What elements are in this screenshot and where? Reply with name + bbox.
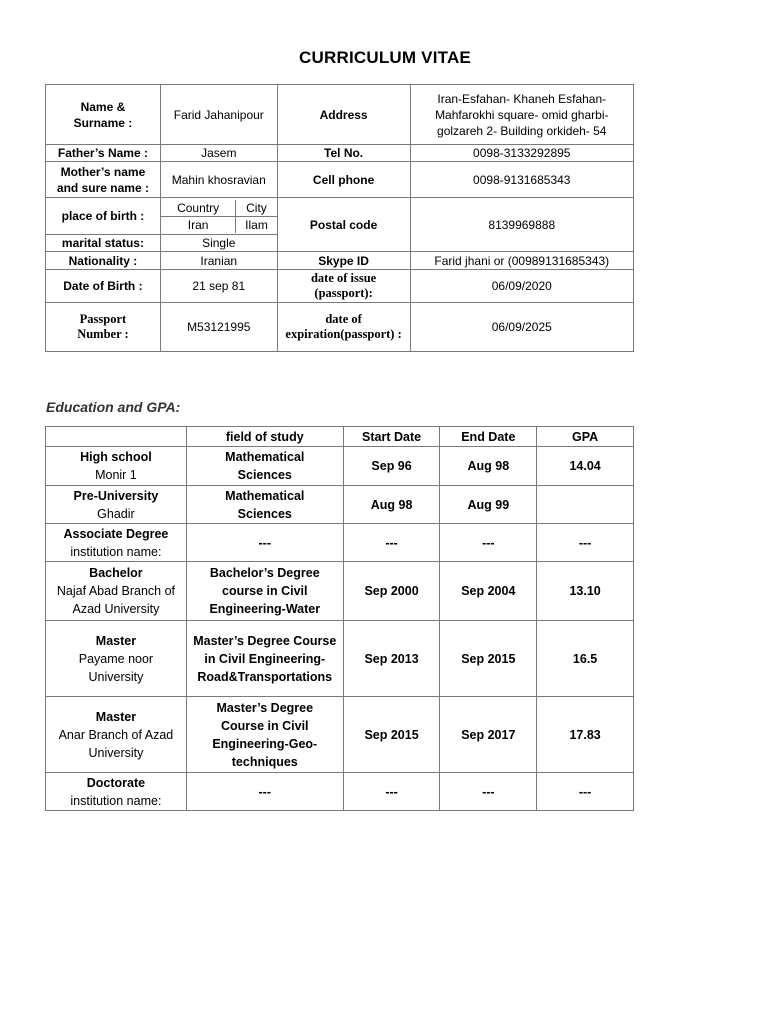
institution-name: Ghadir: [97, 506, 135, 521]
degree-name: Master: [95, 709, 137, 724]
degree-name: Bachelor: [89, 566, 143, 580]
field-cell: Bachelor’s Degree course in Civil Engineering-Water: [186, 562, 343, 621]
table-row: [46, 773, 634, 811]
start-cell: ---: [343, 524, 440, 562]
gpa-cell: ---: [537, 773, 634, 811]
marital-value: Single: [160, 235, 277, 252]
start-cell: Sep 2013: [343, 621, 440, 697]
city-label: City: [236, 200, 277, 217]
table-row: [46, 621, 634, 697]
end-cell: Sep 2017: [440, 697, 537, 773]
birthplace-label: place of birth :: [46, 198, 161, 235]
gpa-cell: ---: [537, 524, 634, 562]
education-header-row: [46, 427, 634, 447]
degree-cell: [46, 524, 187, 562]
header-degree: [46, 427, 187, 447]
father-value: Jasem: [160, 145, 277, 162]
gpa-cell: 14.04: [537, 447, 634, 486]
degree-name: Pre-University: [73, 488, 159, 503]
header-field: field of study: [186, 427, 343, 447]
degree-cell: [46, 621, 187, 697]
field-cell: ---: [186, 773, 343, 811]
birthplace-cell: [160, 198, 277, 235]
education-heading: Education and GPA:: [46, 399, 181, 415]
start-cell: Sep 96: [343, 447, 440, 486]
cell-label: Cell phone: [277, 162, 410, 198]
start-cell: Sep 2000: [343, 562, 440, 621]
field-cell: Mathematical Sciences: [186, 447, 343, 486]
personal-info-table: [45, 84, 634, 352]
end-cell: ---: [440, 773, 537, 811]
tel-value: 0098-3133292895: [410, 145, 633, 162]
education-table: [45, 426, 634, 811]
gpa-cell: 17.83: [537, 697, 634, 773]
table-row: [46, 562, 634, 621]
birthplace-grid: [161, 200, 277, 233]
gpa-cell: [537, 486, 634, 524]
dob-value: 21 sep 81: [160, 270, 277, 303]
degree-cell: [46, 697, 187, 773]
expiry-label: date of expiration(passport) :: [277, 303, 410, 352]
header-end: End Date: [440, 427, 537, 447]
city-value: Ilam: [245, 217, 268, 232]
header-start: Start Date: [343, 427, 440, 447]
institution-name: Najaf Abad Branch of Azad University: [56, 584, 175, 616]
end-cell: Aug 98: [440, 447, 537, 486]
postal-label: Postal code: [277, 198, 410, 252]
address-label: Address: [277, 85, 410, 145]
field-cell: Master’s Degree Course in Civil Engineering-Road&Transportations: [186, 621, 343, 697]
end-cell: ---: [440, 524, 537, 562]
degree-name: Associate Degree: [63, 526, 169, 541]
end-cell: Sep 2015: [440, 621, 537, 697]
tel-label: Tel No.: [277, 145, 410, 162]
degree-cell: [46, 447, 187, 486]
passport-label: Passport Number :: [46, 303, 161, 352]
country-label: Country: [161, 200, 236, 217]
father-label: Father’s Name :: [46, 145, 161, 162]
degree-name: Master: [95, 633, 137, 648]
field-cell: Master’s Degree Course in Civil Engineering-Geo-techniques: [186, 697, 343, 773]
gpa-cell: 13.10: [537, 562, 634, 621]
header-gpa: GPA: [537, 427, 634, 447]
degree-cell: [46, 562, 187, 621]
degree-cell: [46, 773, 187, 811]
start-cell: Sep 2015: [343, 697, 440, 773]
institution-name: institution name:: [70, 793, 162, 808]
nationality-label: Nationality :: [46, 252, 161, 270]
degree-cell: [46, 486, 187, 524]
start-cell: ---: [343, 773, 440, 811]
country-value: Iran: [161, 216, 236, 233]
mother-value: Mahin khosravian: [160, 162, 277, 198]
institution-name: Anar Branch of Azad University: [58, 727, 174, 760]
institution-name: Payame noor University: [78, 651, 154, 684]
field-cell: ---: [186, 524, 343, 562]
name-value: Farid Jahanipour: [160, 85, 277, 145]
end-cell: Aug 99: [440, 486, 537, 524]
document-title: CURRICULUM VITAE: [299, 48, 471, 67]
mother-label: Mother’s name and sure name :: [46, 162, 161, 198]
skype-value: Farid jhani or (00989131685343): [410, 252, 633, 270]
table-row: [46, 447, 634, 486]
issue-label: date of issue (passport):: [277, 270, 410, 303]
table-row: [46, 524, 634, 562]
table-row: [46, 697, 634, 773]
end-cell: Sep 2004: [440, 562, 537, 621]
skype-label: Skype ID: [277, 252, 410, 270]
institution-name: institution name:: [70, 544, 162, 559]
field-cell: Mathematical Sciences: [186, 486, 343, 524]
nationality-value: Iranian: [160, 252, 277, 270]
address-value: Iran-Esfahan- Khaneh Esfahan- Mahfarokhi square- omid gharbi- golzareh 2- Building orkideh- 54: [410, 85, 633, 145]
passport-value: M53121995: [160, 303, 277, 352]
degree-name: High school: [80, 450, 152, 464]
marital-label: marital status:: [46, 235, 161, 252]
start-cell: Aug 98: [343, 486, 440, 524]
name-label: Name & Surname :: [46, 85, 161, 145]
degree-name: Doctorate: [86, 775, 146, 790]
postal-value: 8139969888: [410, 198, 633, 252]
issue-value: 06/09/2020: [410, 270, 633, 303]
institution-name: Monir 1: [95, 468, 137, 482]
dob-label: Date of Birth :: [46, 270, 161, 303]
expiry-value: 06/09/2025: [410, 303, 633, 352]
cell-value: 0098-9131685343: [410, 162, 633, 198]
table-row: [46, 486, 634, 524]
gpa-cell: 16.5: [537, 621, 634, 697]
